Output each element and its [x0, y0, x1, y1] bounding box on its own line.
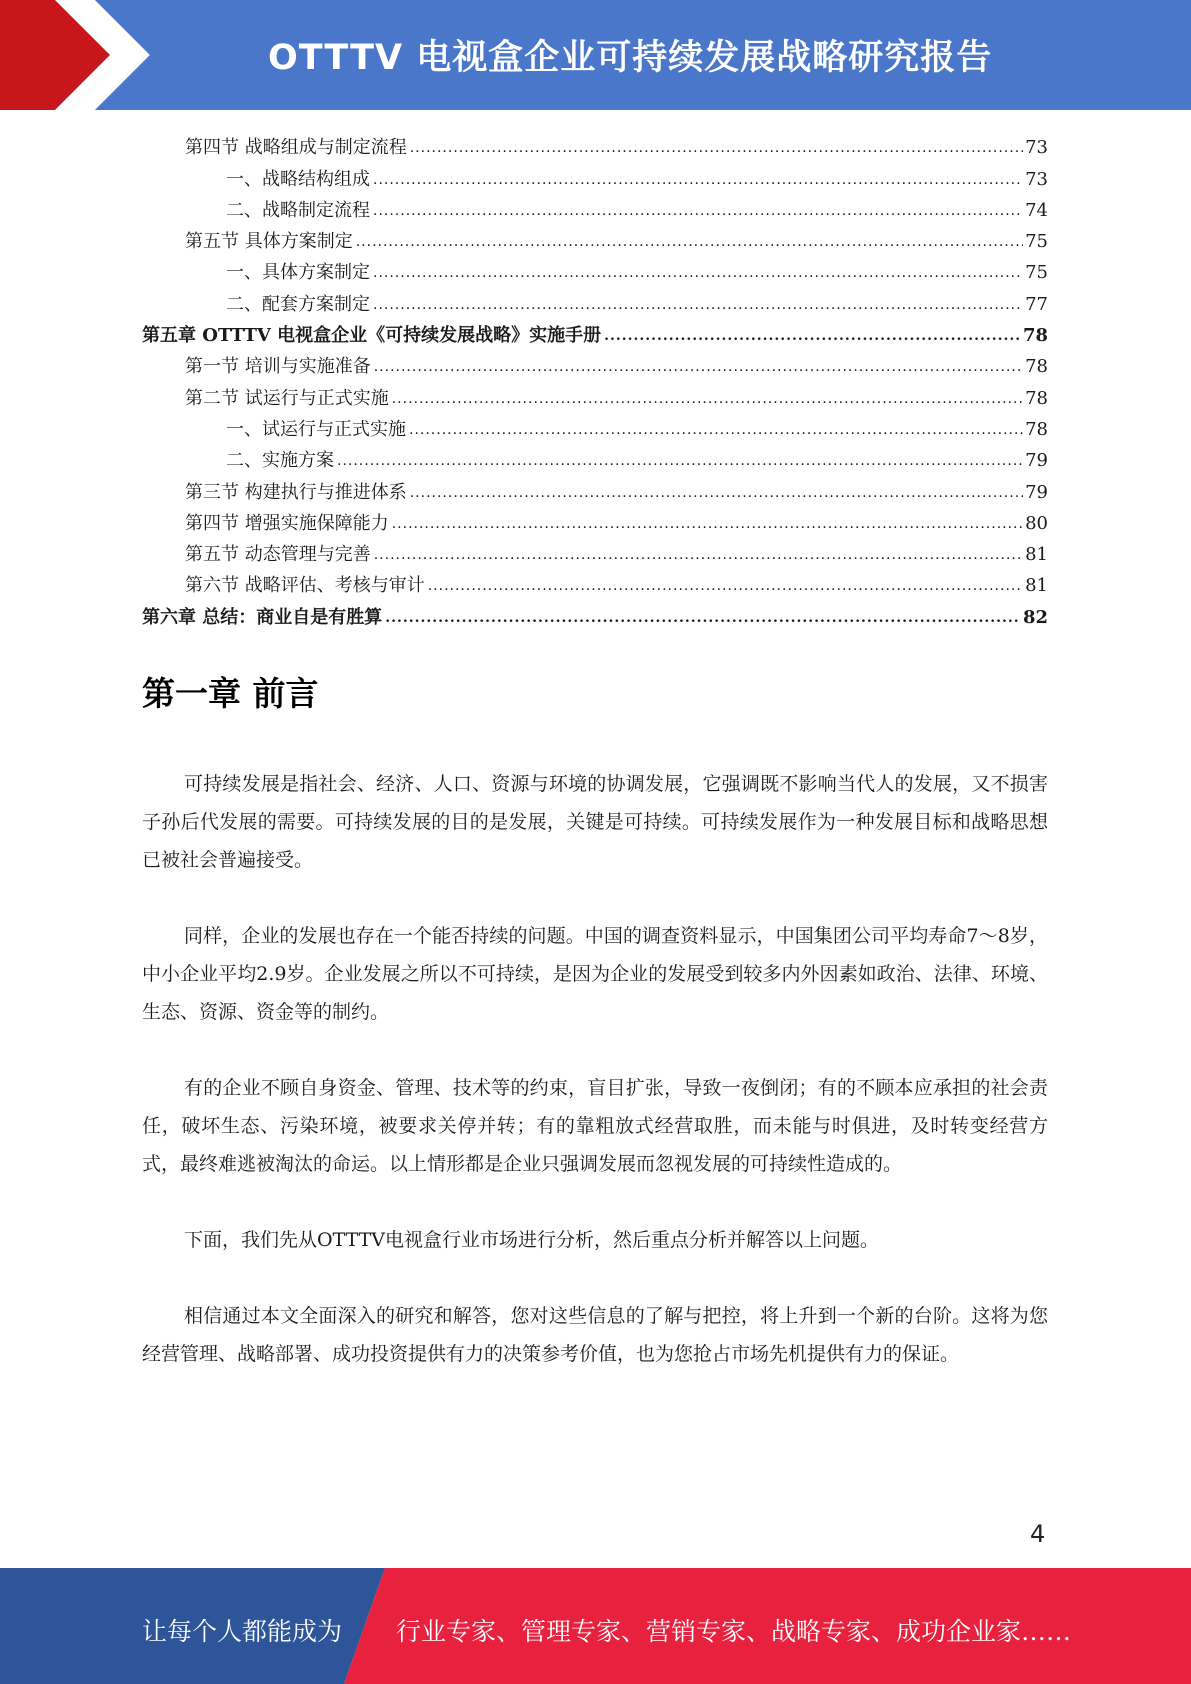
chapter-body	[142, 765, 1048, 1411]
body-paragraph: 相信通过本文全面深入的研究和解答，您对这些信息的了解与把控，将上升到一个新的台阶。这将为您经营管理、战略部署、成功投资提供有力的决策参考价值，也为您抢占市场先机提供有力的保证。	[142, 1305, 1048, 1365]
toc-entry-title: 第三节 构建执行与推进体系	[185, 481, 407, 503]
toc-entry-title: 第五节 动态管理与完善	[185, 544, 371, 566]
toc-entry-title: 一、具体方案制定	[226, 262, 370, 284]
toc-entry[interactable]	[142, 191, 1048, 222]
toc-leader-dots	[392, 513, 1023, 535]
toc-entry-title: 第六章 总结：商业自是有胜算	[142, 606, 383, 628]
toc-leader-dots	[604, 325, 1021, 347]
table-of-contents	[142, 128, 1048, 629]
toc-entry[interactable]	[142, 566, 1048, 597]
toc-entry-page: 75	[1025, 231, 1048, 253]
toc-entry-page: 74	[1025, 199, 1048, 221]
chapter-heading: 第一章 前言	[142, 674, 319, 713]
toc-entry-page: 73	[1025, 137, 1048, 159]
toc-leader-dots	[374, 544, 1023, 566]
toc-entry[interactable]	[142, 504, 1048, 535]
toc-entry[interactable]	[142, 378, 1048, 409]
toc-entry-page: 79	[1025, 450, 1048, 472]
toc-entry-page: 75	[1025, 262, 1048, 284]
toc-entry[interactable]	[142, 535, 1048, 566]
toc-entry-title: 第二节 试运行与正式实施	[185, 387, 389, 409]
toc-entry[interactable]	[142, 222, 1048, 253]
toc-entry-title: 一、战略结构组成	[226, 168, 370, 190]
body-paragraph: 可持续发展是指社会、经济、人口、资源与环境的协调发展，它强调既不影响当代人的发展，又不损害子孙后代发展的需要。可持续发展的目的是发展，关键是可持续。可持续发展作为一种发展目标和战略思想已被社会普遍接受。	[142, 773, 1048, 871]
toc-entry[interactable]	[142, 253, 1048, 284]
toc-leader-dots	[356, 231, 1023, 253]
toc-entry[interactable]	[142, 441, 1048, 472]
toc-entry-title: 第六节 战略评估、考核与审计	[185, 575, 425, 597]
toc-entry-page: 78	[1025, 356, 1048, 378]
toc-entry-page: 82	[1022, 606, 1048, 628]
toc-entry-title: 二、战略制定流程	[226, 199, 370, 221]
report-title: OTTTV 电视盒企业可持续发展战略研究报告	[268, 38, 993, 78]
toc-leader-dots	[410, 137, 1023, 159]
toc-chapter-entry[interactable]	[142, 316, 1048, 347]
toc-entry-page: 80	[1025, 512, 1048, 534]
header-arrow-decoration	[0, 0, 160, 110]
toc-entry[interactable]	[142, 159, 1048, 190]
toc-entry-page: 78	[1022, 325, 1048, 347]
toc-leader-dots	[410, 482, 1023, 504]
toc-entry-title: 一、试运行与正式实施	[226, 418, 406, 440]
body-paragraph: 下面，我们先从OTTTV电视盒行业市场进行分析，然后重点分析并解答以上问题。	[184, 1229, 880, 1251]
toc-entry[interactable]	[142, 128, 1048, 159]
toc-entry-page: 79	[1025, 481, 1048, 503]
toc-chapter-entry[interactable]	[142, 597, 1048, 628]
toc-leader-dots	[392, 388, 1023, 410]
toc-leader-dots	[409, 419, 1023, 441]
toc-entry-page: 81	[1025, 575, 1048, 597]
toc-entry-page: 81	[1025, 544, 1048, 566]
page-number: 4	[1030, 1520, 1046, 1548]
toc-leader-dots	[385, 607, 1021, 629]
toc-entry-title: 第五章 OTTTV 电视盒企业《可持续发展战略》实施手册	[142, 325, 602, 347]
toc-leader-dots	[428, 575, 1023, 597]
toc-entry[interactable]	[142, 410, 1048, 441]
toc-leader-dots	[337, 450, 1023, 472]
toc-entry-page: 78	[1025, 418, 1048, 440]
toc-entry-title: 第一节 培训与实施准备	[185, 356, 371, 378]
toc-entry-page: 77	[1025, 293, 1048, 315]
toc-entry-page: 73	[1025, 168, 1048, 190]
toc-entry-title: 第五节 具体方案制定	[185, 231, 353, 253]
toc-leader-dots	[374, 356, 1023, 378]
body-paragraph: 有的企业不顾自身资金、管理、技术等的约束，盲目扩张，导致一夜倒闭；有的不顾本应承担的社会责任，破坏生态、污染环境，被要求关停并转；有的靠粗放式经营取胜，而未能与时俱进，及时转变经营方式，最终难逃被淘汰的命运。以上情形都是企业只强调发展而忽视发展的可持续性造成的。	[142, 1077, 1048, 1175]
toc-leader-dots	[373, 294, 1023, 316]
toc-entry-title: 第四节 增强实施保障能力	[185, 512, 389, 534]
toc-entry-page: 78	[1025, 387, 1048, 409]
footer-slogan-left: 让每个人都能成为	[142, 1617, 343, 1646]
toc-leader-dots	[373, 169, 1023, 191]
toc-entry[interactable]	[142, 284, 1048, 315]
toc-entry-title: 二、配套方案制定	[226, 293, 370, 315]
toc-leader-dots	[373, 262, 1023, 284]
toc-entry-title: 二、实施方案	[226, 450, 334, 472]
body-paragraph: 同样，企业的发展也存在一个能否持续的问题。中国的调查资料显示，中国集团公司平均寿命7～8岁，中小企业平均2.9岁。企业发展之所以不可持续，是因为企业的发展受到较多内外因素如政治、法律、环境、生态、资源、资金等的制约。	[142, 925, 1048, 1023]
toc-leader-dots	[373, 200, 1023, 222]
toc-entry[interactable]	[142, 472, 1048, 503]
page-header	[0, 0, 1191, 110]
toc-entry-title: 第四节 战略组成与制定流程	[185, 137, 407, 159]
page-footer	[0, 1568, 1191, 1684]
footer-slogan-right: 行业专家、管理专家、营销专家、战略专家、成功企业家……	[396, 1617, 1072, 1646]
toc-entry[interactable]	[142, 347, 1048, 378]
